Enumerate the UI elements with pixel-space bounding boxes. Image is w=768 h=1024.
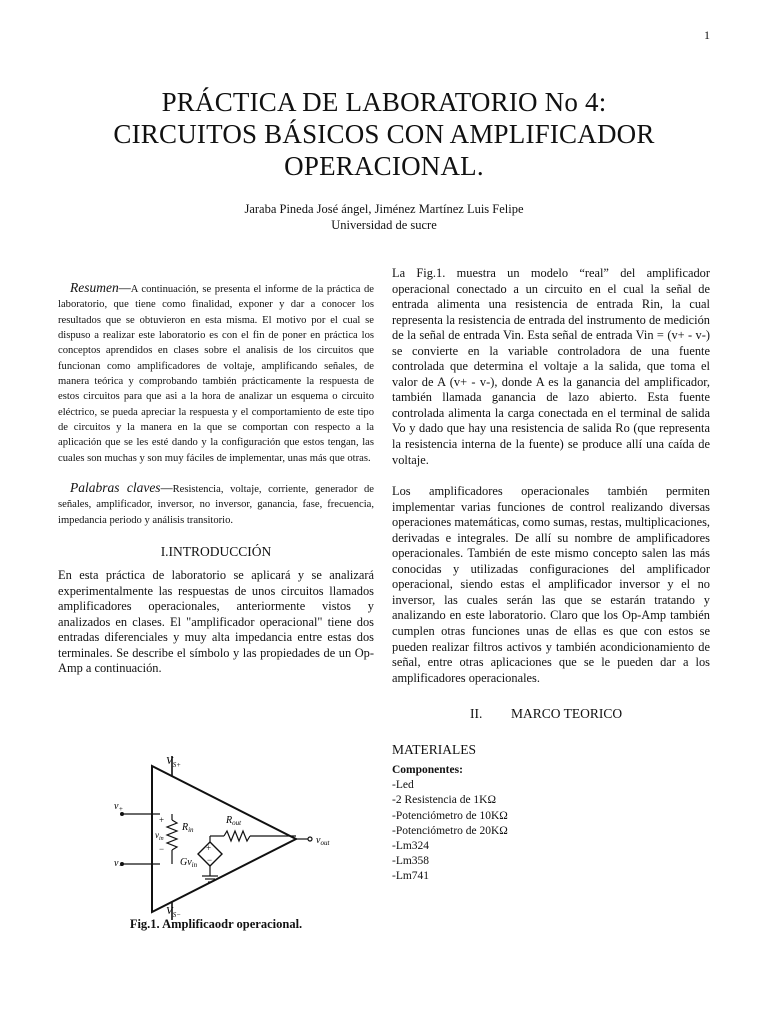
abstract-dash: — (118, 280, 131, 295)
vs-plus-sub: S+ (172, 761, 181, 769)
svg-text:Rout (225, 815, 242, 827)
source-minus-sign: − (207, 855, 213, 865)
vs-minus-label: V (166, 905, 173, 917)
vs-minus-sub: S− (172, 911, 181, 919)
rin-label: R (182, 822, 189, 833)
rin-sub: in (188, 826, 194, 834)
svg-text:vin (155, 830, 164, 842)
keywords-label: Palabras claves (70, 480, 161, 496)
rin-resistor (167, 820, 177, 850)
abstract-text: A continuación, se presenta el informe de la práctica de laboratorio, que tiene como finalidad, exponer y dar a conocer los resultados que se obtuvieron en esta misma. El motivo por el cual se dispuso a realizar este laboratorio es con el fin de poner en práctica los conceptos aprendidos en clases sobre el analisis de los circuitos que funcionan como amplificadores de voltaje, amplificando señales, de manera teórica y comprobando también prácticamente la respuesta de estos circuitos para que asi a la hora de analizar un esquema o circuito eléctrico, se pueda apreciar la respuesta y el comportamiento de este tipo de circuitos y la manera en la que se comportan con respecto a la aplicación que se les esté dando y la configuración que estos tengan, las cuales son muchas y son muy fáciles de implementar, unas más que otras. (58, 284, 374, 464)
title-line-2: CIRCUITOS BÁSICOS CON AMPLIFICADOR (113, 119, 655, 149)
title-line-1: PRÁCTICA DE LABORATORIO No 4: (161, 87, 607, 117)
list-item: -Led (392, 779, 414, 792)
title-line-3: OPERACIONAL. (284, 151, 484, 181)
rout-resistor (224, 831, 250, 841)
list-item: -Lm358 (392, 855, 430, 868)
svg-text:VS+ (166, 755, 181, 769)
v-minus-label: v (114, 858, 119, 869)
author-block (0, 201, 768, 233)
vs-plus-label: V (166, 755, 173, 767)
affiliation: Universidad de sucre (331, 218, 437, 232)
paper-title (0, 86, 768, 182)
materials-heading: MATERIALES (392, 742, 476, 758)
source-plus-sign: + (206, 843, 212, 853)
gv-label: Gv (180, 857, 192, 868)
vin-plus-sign: + (159, 815, 165, 825)
svg-text:Rin (181, 822, 194, 834)
rout-sub: out (232, 819, 242, 827)
list-item: -Lm741 (392, 870, 430, 883)
right-paragraph-2: Los amplificadores operacionales también permiten implementar varias funciones de control realizando diversas operaciones matemáticas, como sumas, restas, multiplicaciones, derivadas e integrales. De allí su nombre de amplificadores operacionales. También de este mismo concepto salen las más conocidas y utilizadas configuraciones del amplificador operacional, siendo estas el amplificador inversor y el no inversor, las cuales serán las que se estarán tratando y analizando en este laboratorio. Claro que los Op-Amp también cumplen otras funciones unas de ellas es que con estos se pueden realizar filtros activos y también acondicionamiento de señal, entre otras aplicaciones que se le pueden dar a los amplificadores operacionales. (392, 484, 710, 685)
author-names: Jaraba Pineda José ángel, Jiménez Martínez Luis Felipe (244, 202, 524, 216)
section-number: II. (470, 706, 483, 722)
list-item: -2 Resistencia de 1KΩ (392, 794, 497, 807)
list-item: -Potenciómetro de 10KΩ (392, 809, 508, 822)
right-paragraph-1: La Fig.1. muestra un modelo “real” del amplificador operacional conectado a un circuito en el cual la señal de entrada alimenta una resistencia de entrada Rin, la cual representa la resistencia de entrada del instrumento de medición de la señal de entrada Vin. Esta señal de entrada Vin = (v+ - v-) se convierte en la variable controladora de una fuente controlada que determina el voltaje a la salida, que toma el valor de A (v+ - v-), donde A es la ganancia del amplificador, también llamada ganancia de lazo abierto. Esta fuente controlada alimenta la carga conectada en el terminal de salida Vo y dado que hay una resistencia de salida Ro (que representa la resistencia interna de la fuente) se produce allí una caída de voltaje. (392, 266, 710, 467)
introduction-paragraph: En esta práctica de laboratorio se aplicará y se analizará experimentalmente las respuestas de unos circuitos llamados amplificadores operacionales, anteriormente vistos y analizados en clases. El "amplificador operacional" tiene dos entradas diferenciales y muy alta impedancia entre estas dos terminales. Se describe el símbolo y las propiedades de un Op-Amp a continuación. (58, 568, 374, 676)
svg-text:v− (114, 858, 123, 870)
op-amp-triangle (152, 766, 296, 912)
right-column (392, 266, 710, 885)
vout-label: v (316, 835, 321, 846)
svg-text:v+ (114, 801, 123, 813)
v-minus-sub: − (118, 862, 124, 870)
section-heading-marco-teorico (392, 706, 710, 724)
abstract (58, 280, 374, 466)
list-item: -Lm324 (392, 840, 430, 853)
vin-minus-sign: − (159, 844, 165, 854)
gv-sub: in (191, 861, 198, 869)
svg-text:vout (316, 835, 330, 847)
section-heading-introduction: I.INTRODUCCIÓN (160, 544, 272, 560)
page-number: 1 (704, 28, 710, 42)
left-column (58, 280, 374, 677)
v-plus-label: v (114, 801, 119, 812)
vin-label: v (155, 830, 159, 840)
svg-text:Gvin (180, 857, 198, 869)
section-title: MARCO TEORICO (511, 706, 623, 722)
figure-caption: Fig.1. Amplificaodr operacional. (129, 917, 303, 931)
vout-sub: out (320, 839, 330, 847)
keywords (58, 480, 374, 528)
vin-sub: in (159, 836, 164, 842)
rout-label: R (226, 815, 233, 826)
keywords-text: Resistencia, voltaje, corriente, generador de señales, amplificador, inversor, no inversor, ganancia, fase, frecuencia, impedancia periodo y análisis transitorio. (58, 484, 374, 526)
v-plus-sub: + (118, 805, 124, 813)
components-heading: Componentes: (392, 764, 463, 777)
list-item: -Potenciómetro de 20KΩ (392, 824, 508, 837)
components-list (392, 778, 710, 884)
keywords-dash: — (160, 480, 173, 496)
op-amp-figure (100, 752, 350, 924)
abstract-label: Resumen (70, 280, 119, 295)
